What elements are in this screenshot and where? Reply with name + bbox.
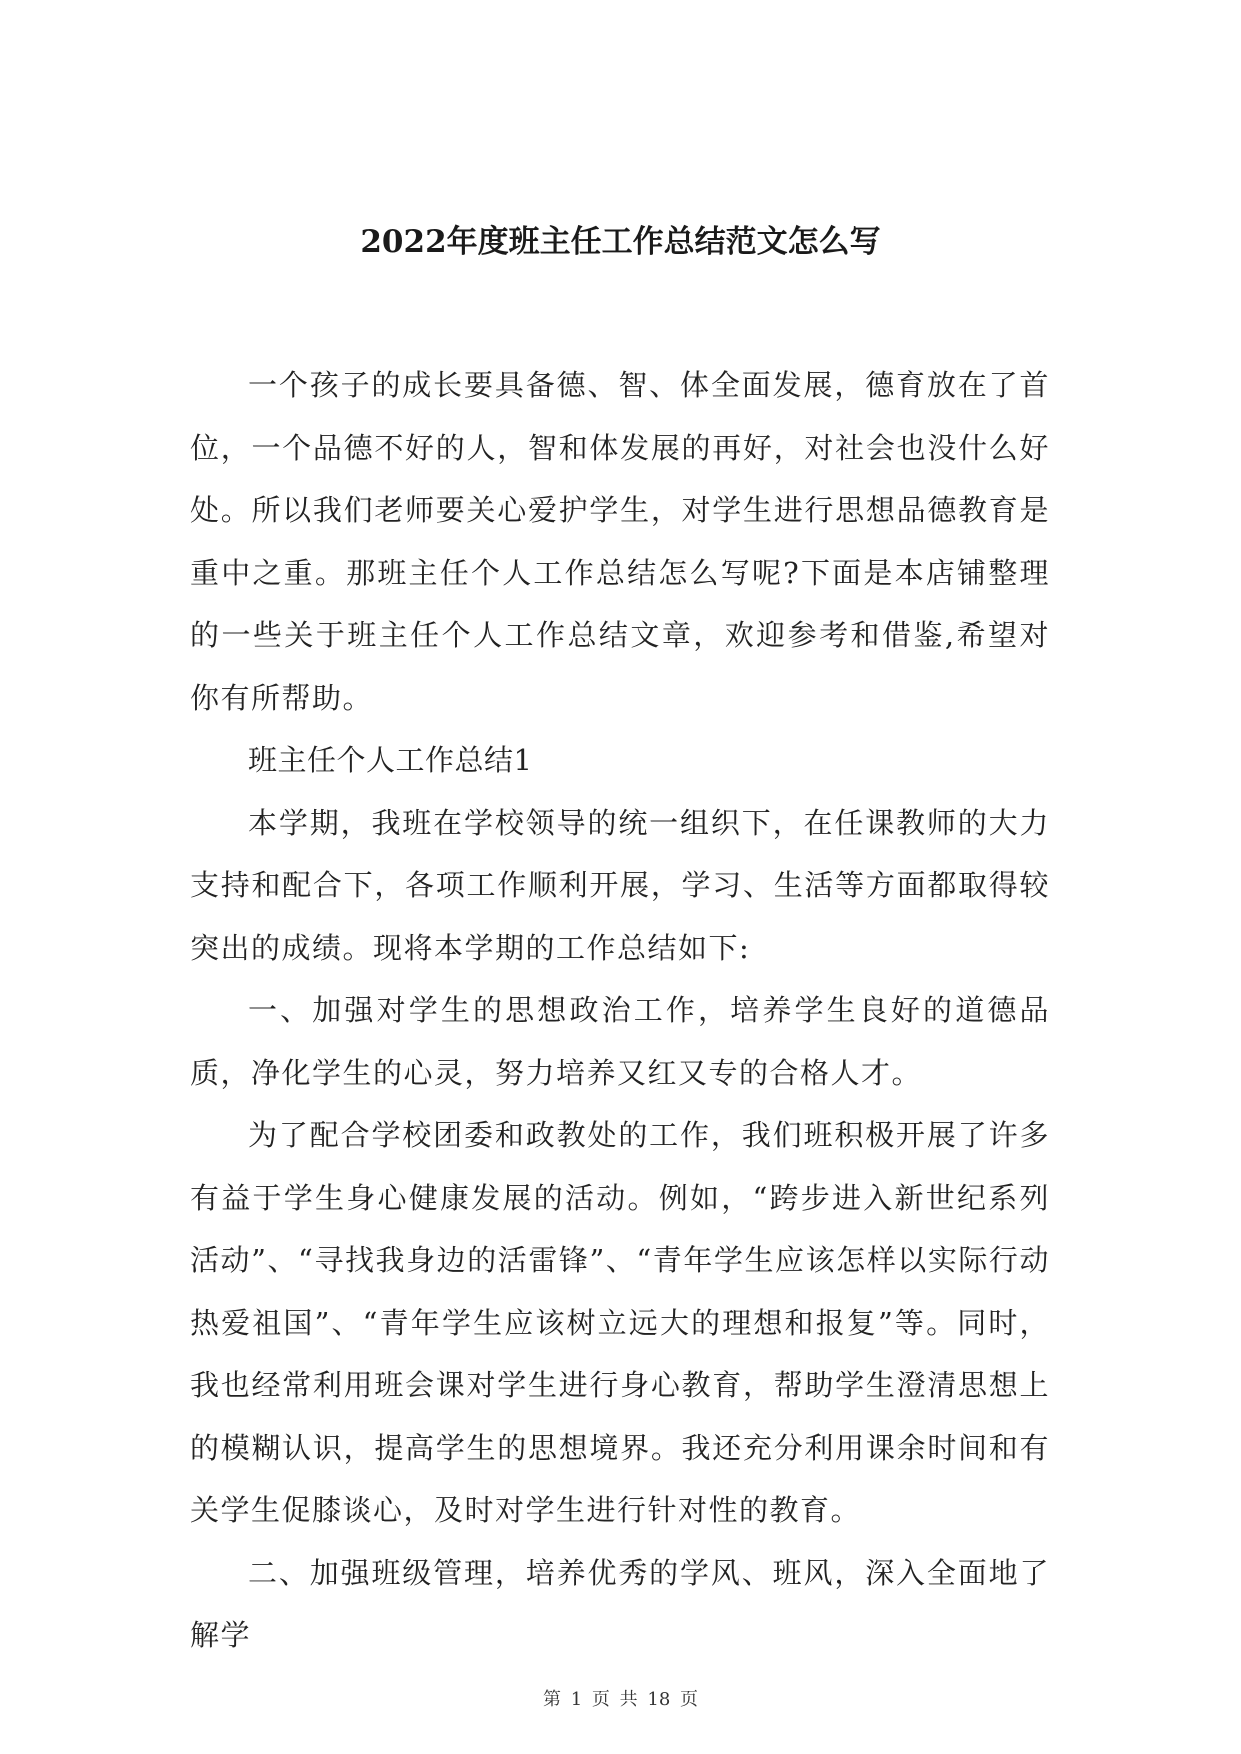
activities-paragraph: 为了配合学校团委和政教处的工作，我们班积极开展了许多有益于学生身心健康发展的活动。例如，“跨步进入新世纪系列活动”、“寻找我身边的活雷锋”、“青年学生应该怎样以实际行动热爱祖国”、“青年学生应该树立远大的理想和报复”等。同时，我也经常利用班会课对学生进行身心教育，帮助学生澄清思想上的模糊认识，提高学生的思想境界。我还充分利用课余时间和有关学生促膝谈心，及时对学生进行针对性的教育。	[190, 1118, 1050, 1527]
point-two-paragraph: 二、加强班级管理，培养优秀的学风、班风，深入全面地了解学	[190, 1555, 1050, 1652]
footer-total-prefix: 共	[619, 1689, 638, 1710]
footer-prefix: 第	[542, 1689, 561, 1710]
footer-page-word: 页	[591, 1689, 610, 1710]
document-body	[190, 354, 1050, 1667]
document-title: 2022年度班主任工作总结范文怎么写	[360, 224, 881, 260]
footer-total-suffix: 页	[680, 1689, 699, 1710]
page-footer	[0, 1688, 1241, 1712]
footer-current-page: 1	[570, 1689, 583, 1710]
footer-total-pages: 18	[647, 1689, 671, 1710]
summary-paragraph: 本学期，我班在学校领导的统一组织下，在任课教师的大力支持和配合下，各项工作顺利开展，学习、生活等方面都取得较突出的成绩。现将本学期的工作总结如下:	[190, 805, 1050, 965]
point-one-paragraph: 一、加强对学生的思想政治工作，培养学生良好的道德品质，净化学生的心灵，努力培养又红又专的合格人才。	[190, 993, 1050, 1090]
section-heading: 班主任个人工作总结1	[248, 743, 533, 777]
intro-paragraph: 一个孩子的成长要具备德、智、体全面发展，德育放在了首位，一个品德不好的人，智和体发展的再好，对社会也没什么好处。所以我们老师要关心爱护学生，对学生进行思想品德教育是重中之重。那班主任个人工作总结怎么写呢?下面是本店铺整理的一些关于班主任个人工作总结文章，欢迎参考和借鉴,希望对你有所帮助。	[190, 368, 1050, 715]
